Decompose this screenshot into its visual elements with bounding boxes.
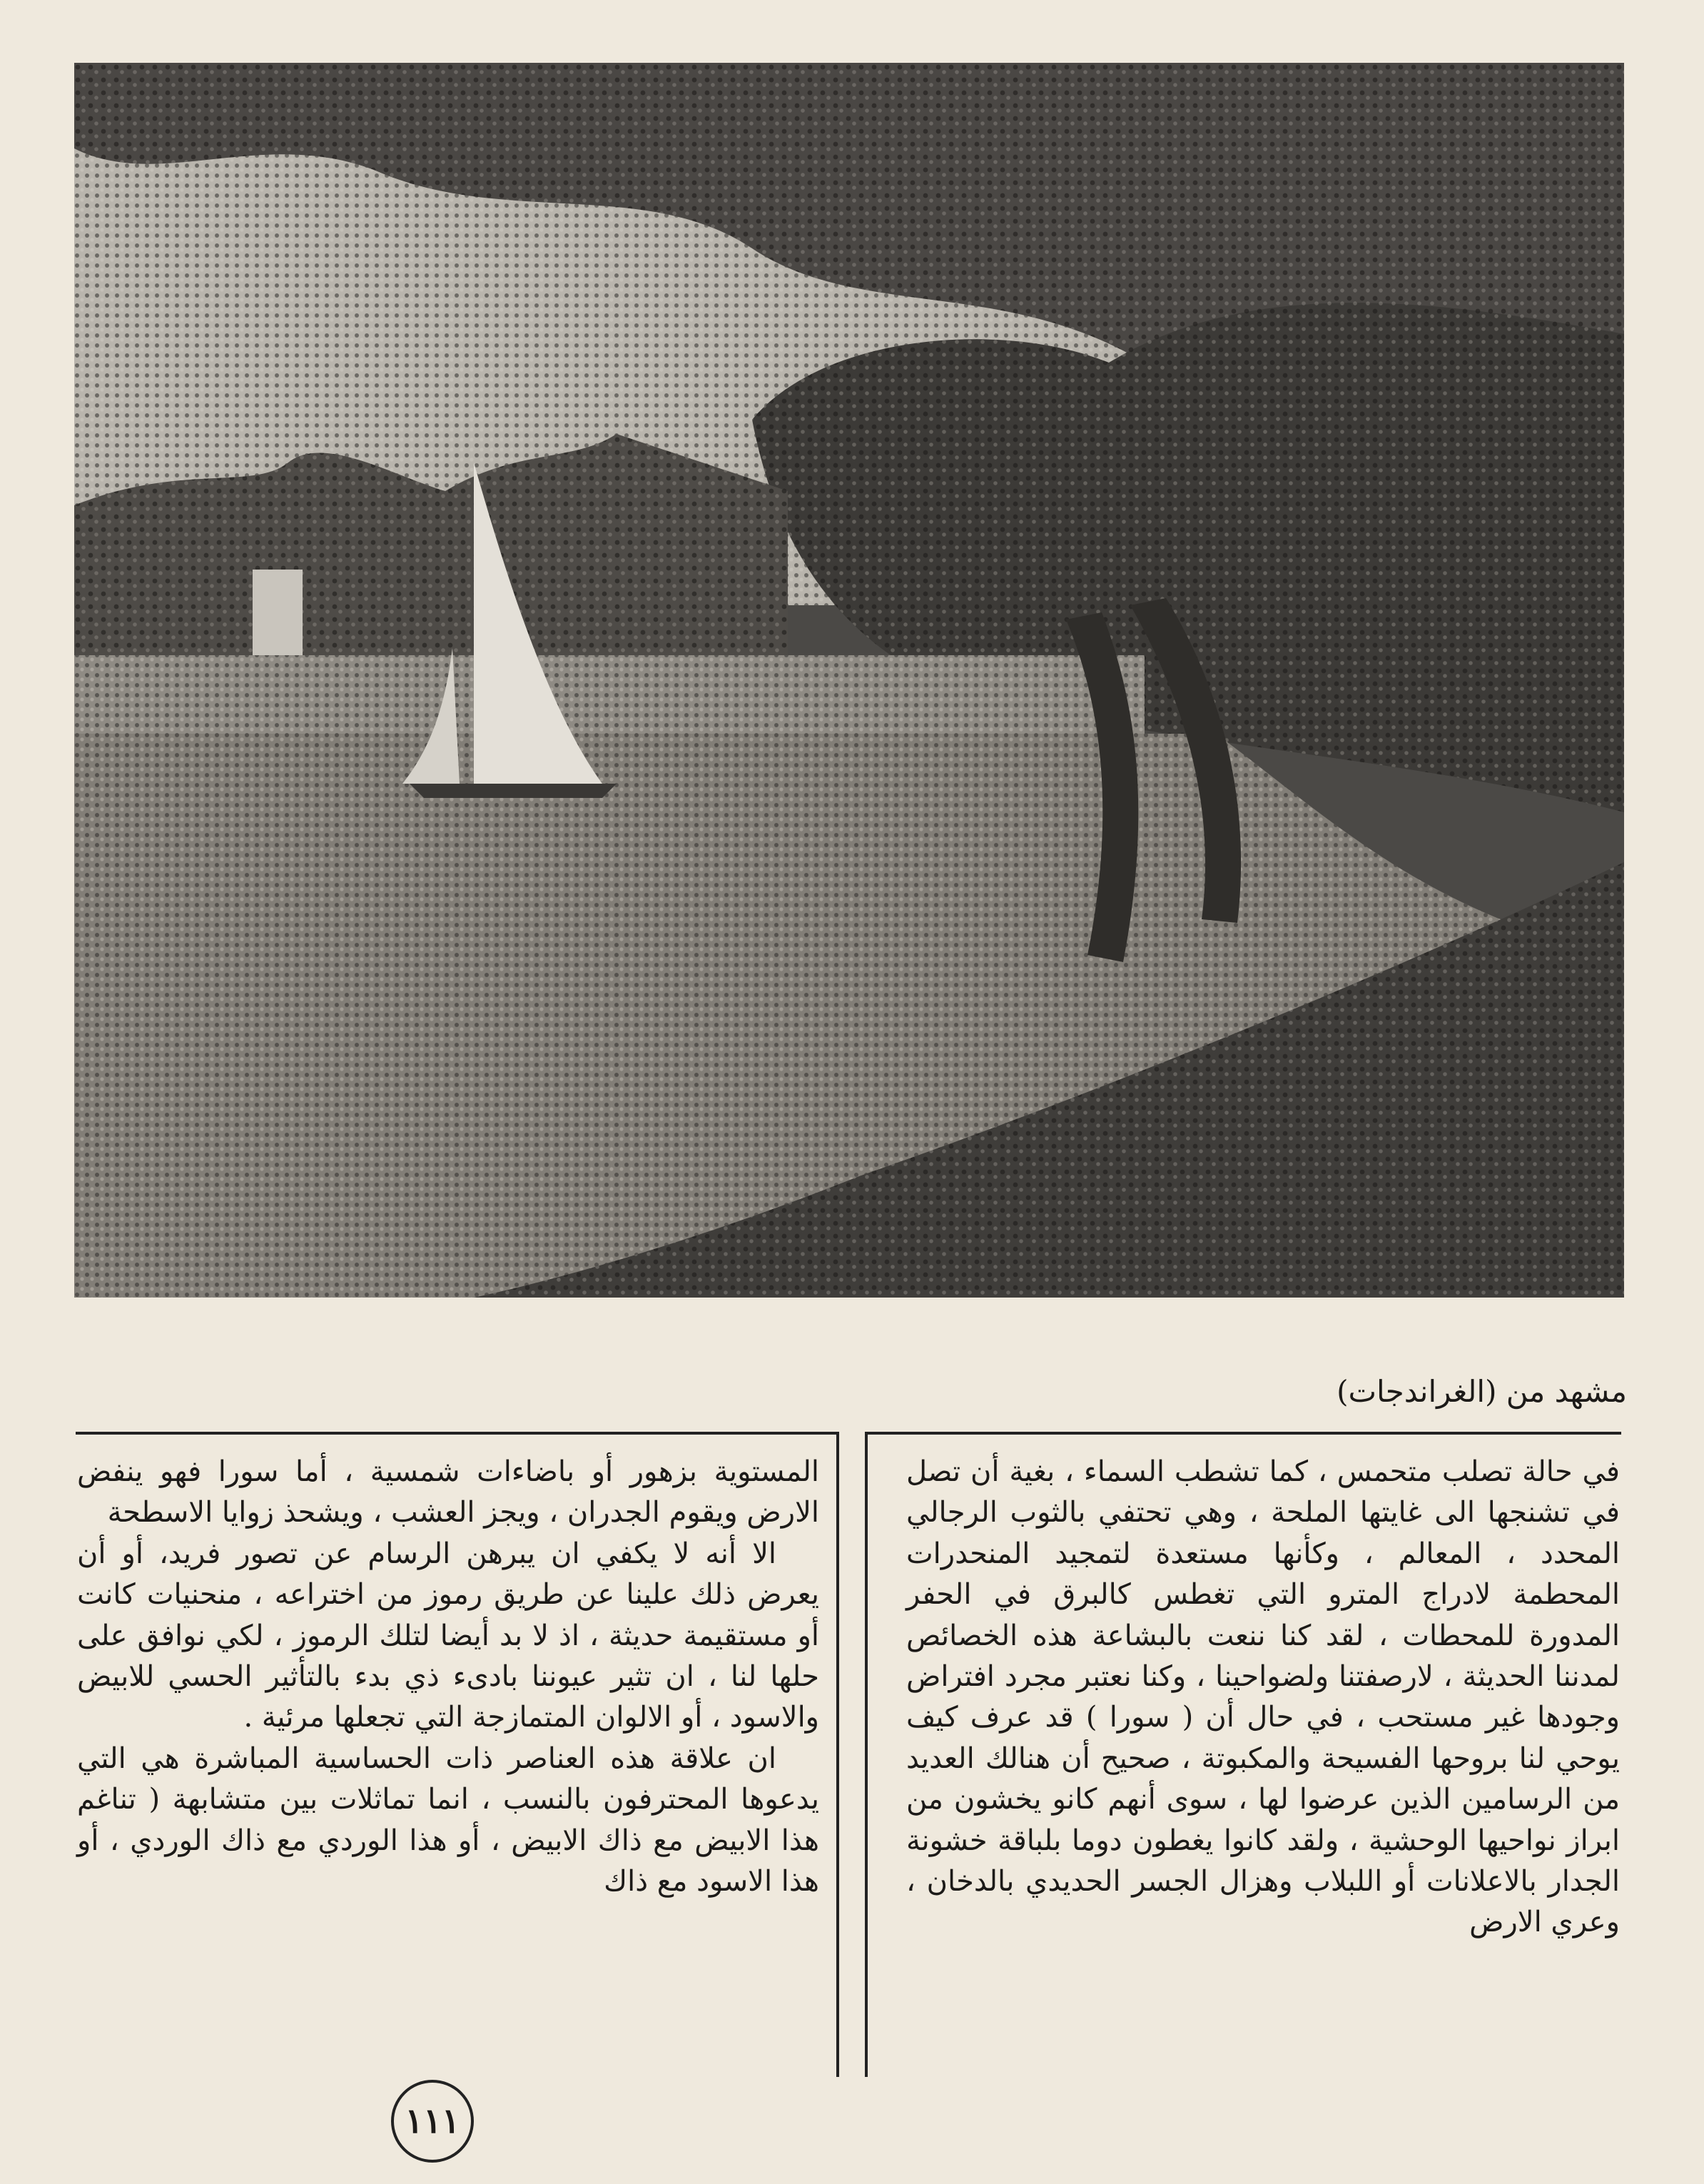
figure-photo — [74, 63, 1624, 1298]
page-number: ١١١ — [391, 2080, 474, 2163]
figure-caption: مشهد من (الغراندجات) — [1337, 1374, 1627, 1409]
left-column-text — [77, 1452, 819, 1902]
pointillist-river-painting-icon — [74, 63, 1624, 1298]
paragraph: في حالة تصلب متحمس ، كما تشطب السماء ، بغية أن تصل في تشنجها الى غايتها الملحة ، وهي تحتفي بالثوب الرجالي المحدد ، المعالم ، وكأنها مستعدة لتمجيد المنحدرات المحطمة لادراج المترو التي تغطس كالبرق في الحفر المدورة للمحطات ، لقد كنا ننعت بالبشاعة هذه الخصائص لمدننا الحديثة ، لارصفتنا ولضواحينا ، وكنا نعتبر مجرد افتراض وجودها غير مستحب ، في حال أن ( سورا ) قد عرف كيف يوحي لنا بروحها الفسيحة والمكبوتة ، صحيح أن هنالك العديد من الرسامين الذين عرضوا لها ، سوى أنهم كانو يخشون من ابراز نواحيها الوحشية ، ولقد كانوا يغطون دوما بلباقة خشونة الجدار بالاعلانات أو اللبلاب وهزال الجسر الحديدي بالدخان ، وعري الارض — [906, 1455, 1621, 1939]
paragraph: ان علاقة هذه العناصر ذات الحساسية المباشرة هي التي يدعوها المحترفون بالنسب ، انما تماثلات بين متشابهة ( تناغم هذا الابيض مع ذاك الابيض ، أو هذا الوردي مع ذاك الوردي ، أو هذا الاسود مع ذاك — [77, 1741, 819, 1899]
right-column-text — [906, 1452, 1620, 1943]
paragraph: المستوية بزهور أو باضاءات شمسية ، أما سورا فهو ينفض الارض ويقوم الجدران ، ويجز العشب ، ويشحذ زوايا الاسطحة — [77, 1455, 819, 1530]
paragraph: الا أنه لا يكفي ان يبرهن الرسام عن تصور فريد، أو أن يعرض ذلك علينا عن طريق رموز من اختراعه ، منحنيات كانت أو مستقيمة حديثة ، اذ لا بد أيضا لتلك الرموز ، لكي نوافق على حلها لنا ، ان تثير عيوننا بادىء ذي بدء بالتأثير الحسي للابيض والاسود ، أو الالوان المتمازجة التي تجعلها مرئية . — [77, 1537, 819, 1734]
